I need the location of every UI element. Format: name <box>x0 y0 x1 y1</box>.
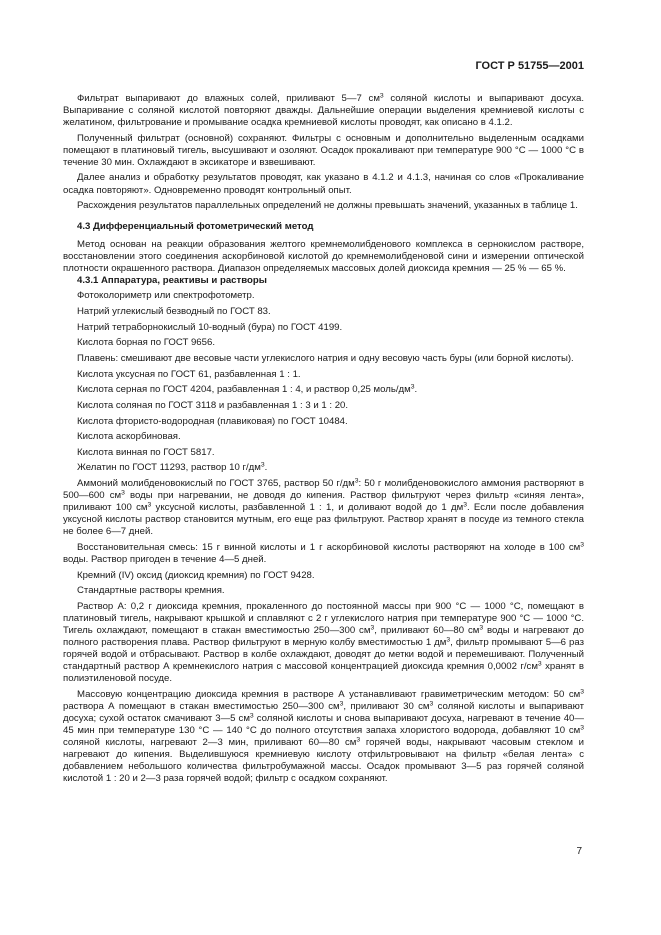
paragraph: Раствор А: 0,2 г диоксида кремния, прокаленного до постоянной массы при 900 °С — 1000 °С, помещают в платиновый тигель, накрывают крышкой и сплавляют с 2 г углекислого натрия при температуре 900 °С — 1000 °С. Тигель охлаждают, помещают в стакан вместимостью 250—300 $см^3$, приливают 60—80 $см^3$ воды и нагревают до полного растворения плава. Раствор фильтруют в мерную колбу вместимостью 1 $дм^3$, фильтр промывают 5—6 раз горячей водой и отбрасывают. Раствор в колбе охлаждают, доводят до метки водой и перемешивают. Полученный стандартный раствор А кремнекислого натрия с массовой концентрацией диоксида кремния 0,0002 $г/см^3$ хранят в полиэтиленовой посуде. <box>63 600 584 685</box>
paragraph: Плавень: смешивают две весовые части углекислого натрия и одну весовую часть буры (или борной кислоты). <box>77 353 574 364</box>
paragraph: Стандартные растворы кремния. <box>77 585 225 597</box>
paragraph: Массовую концентрацию диоксида кремния в растворе А устанавливают гравиметрическим методом: 50 $см^3$ раствора А помещают в стакан вместимостью 250—300 $см^3$, приливают 30 $см^3$ соляной кислоты и выпаривают досуха; сухой остаток смачивают 3—5 $см^3$ соляной кислоты и снова выпаривают досуха, нагревают в течение 40—45 мин при температуре 130 °С — 140 °С до полного отсутствия запаха хлористого водорода, добавляют 10 $см^3$ соляной кислоты, нагревают 2—3 мин, приливают 60—80 $см^3$ горячей воды, накрывают часовым стеклом и нагревают до кипения. Выделившуюся кремниевую кислоту отфильтровывают на фильтр «белая лента» с добавлением небольшого количества фильтробумажной массы. Осадок промывают 3—5 раз горячей соляной кислотой 1 : 20 и 2—3 раза горячей водой; фильтр с осадком сохраняют. <box>63 688 584 785</box>
paragraph: Аммоний молибденовокислый по ГОСТ 3765, раствор 50 $г/дм^3$: 50 г молибденовокислого аммония растворяют в 500—600 $см^3$ воды при нагревании, не доводя до кипения. Раствор фильтруют через фильтр «синяя лента», приливают 100 $см^3$ уксусной кислоты, разбавленной 1 : 1, и доливают водой до 1 $дм^3$. Если после добавления уксусной кислоты раствор становится мутным, его еще раз фильтруют. Раствор хранят в посуде из темного стекла не более 6—7 дней. <box>63 477 584 538</box>
paragraph: Натрий тетраборнокислый 10-водный (бура) по ГОСТ 4199. <box>77 321 343 333</box>
paragraph: Кислота серная по ГОСТ 4204, разбавленная 1 : 4, и раствор 0,25 моль/$дм^3$. <box>77 383 418 396</box>
page-number: 7 <box>576 846 582 857</box>
paragraph: Кислота уксусная по ГОСТ 61, разбавленная 1 : 1. <box>77 368 301 380</box>
paragraph: Кремний (IV) оксид (диоксид кремния) по ГОСТ 9428. <box>77 569 315 581</box>
paragraph: Кислота фтористо-водородная (плавиковая) по ГОСТ 10484. <box>77 415 348 427</box>
paragraph: Расхождения результатов параллельных определений не должны превышать значений, указанных в таблице 1. <box>77 200 578 212</box>
subsection-heading: 4.3.1 Аппаратура, реактивы и растворы <box>77 275 267 287</box>
document-standard-number: ГОСТ Р 51755—2001 <box>475 60 584 72</box>
paragraph: Кислота аскорбиновая. <box>77 431 181 443</box>
paragraph: Желатин по ГОСТ 11293, раствор 10 $г/дм^3$. <box>77 461 268 474</box>
paragraph: Метод основан на реакции образования желтого кремнемолибденового комплекса в сернокислом растворе, восстановлении этого соединения аскорбиновой кислотой до кремнемолибденовой сини и измерении оптической плотности окрашенного раствора. Диапазон определяемых массовых долей диоксида кремния — 25 % — 65 %. <box>63 239 584 275</box>
document-body <box>63 93 584 785</box>
paragraph: Натрий углекислый безводный по ГОСТ 83. <box>77 306 271 318</box>
paragraph: Фильтрат выпаривают до влажных солей, приливают 5—7 $см^3$ соляной кислоты и выпаривают досуха. Выпаривание с соляной кислотой повторяют дважды. Дальнейшие операции выделения кремниевой кислоты с желатином, фильтрование и промывание осадка кремниевой кислоты проводят, как описано в 4.1.2. <box>63 92 584 129</box>
section-heading: 4.3 Дифференциальный фотометрический метод <box>77 221 314 233</box>
paragraph: Кислота соляная по ГОСТ 3118 и разбавленная 1 : 3 и 1 : 20. <box>77 399 349 411</box>
paragraph: Фотоколориметр или спектрофотометр. <box>77 290 255 302</box>
paragraph: Кислота борная по ГОСТ 9656. <box>77 337 215 349</box>
paragraph: Далее анализ и обработку результатов проводят, как указано в 4.1.2 и 4.1.3, начиная со слов «Прокаливание осадка повторяют». Одновременно проводят контрольный опыт. <box>63 172 584 196</box>
paragraph: Кислота винная по ГОСТ 5817. <box>77 446 215 458</box>
paragraph: Восстановительная смесь: 15 г винной кислоты и 1 г аскорбиновой кислоты растворяют на холоде в 100 $см^3$ воды. Раствор пригоден в течение 4—5 дней. <box>63 541 584 565</box>
paragraph: Полученный фильтрат (основной) сохраняют. Фильтры с основным и дополнительно выделенным осадками помещают в платиновый тигель, высушивают и озоляют. Осадок прокаливают при температуре 900 °С — 1000 °С в течение 30 мин. Охлаждают в эксикаторе и взвешивают. <box>63 132 584 168</box>
